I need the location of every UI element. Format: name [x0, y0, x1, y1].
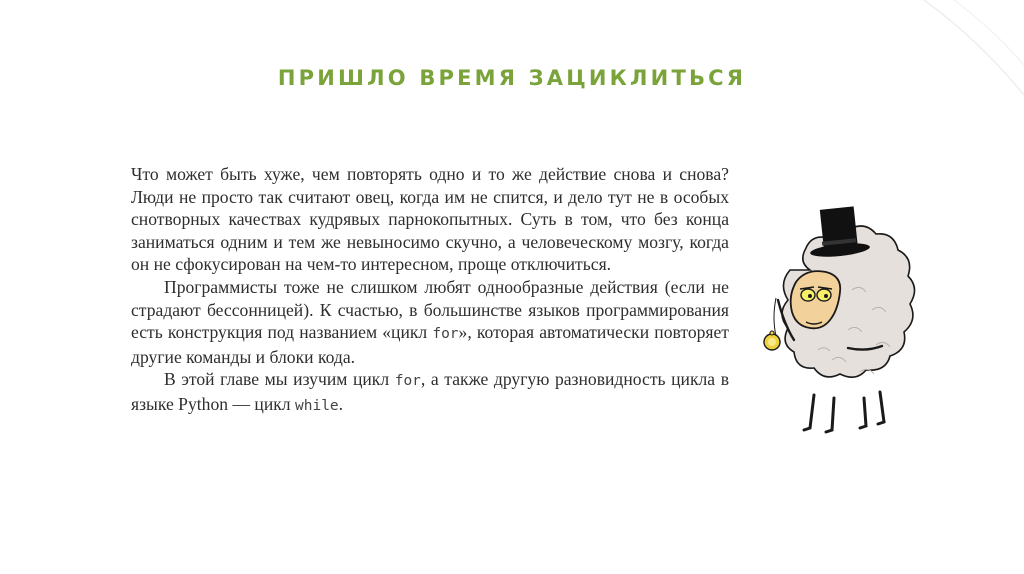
code-for: for	[432, 326, 459, 343]
page-title: ПРИШЛО ВРЕМЯ ЗАЦИКЛИТЬСЯ	[277, 66, 747, 90]
paragraph-1	[131, 163, 729, 276]
code-while: while	[295, 397, 339, 414]
paragraph-2-text-a: Программисты тоже не слишком любят однообразные действия (если не страдают бессонницей). К счастью, в большинстве языков программирования есть конструкция под названием «цикл	[131, 276, 729, 343]
paragraph-2	[131, 276, 729, 368]
paragraph-3	[131, 368, 729, 417]
paragraph-1-text: Что может быть хуже, чем повторять одно и то же действие снова и снова? Люди не просто так считают овец, когда им не спится, и дело тут не в особых снотворных качествах кудрявых парнокопытных. Суть в том, что без конца заниматься одним и тем же невыносимо скучно, а человеческому мозгу, когда он не сфокусирован на чем-то интересном, проще отключиться.	[131, 164, 729, 275]
paragraph-2-text-b: », которая автоматически повторяет другие команды и блоки кода.	[131, 322, 729, 367]
paragraph-3-text-a: В этой главе мы изучим цикл	[164, 369, 395, 390]
body-text	[131, 163, 729, 418]
sheep-illustration	[752, 200, 922, 440]
code-for: for	[394, 373, 421, 390]
page-corner-decoration	[884, 0, 1024, 110]
paragraph-3-text-b: , а также другую разновидность цикла в языке Python — цикл	[131, 369, 730, 414]
sheep-legs	[804, 392, 884, 432]
paragraph-3-text-c: .	[338, 393, 344, 414]
